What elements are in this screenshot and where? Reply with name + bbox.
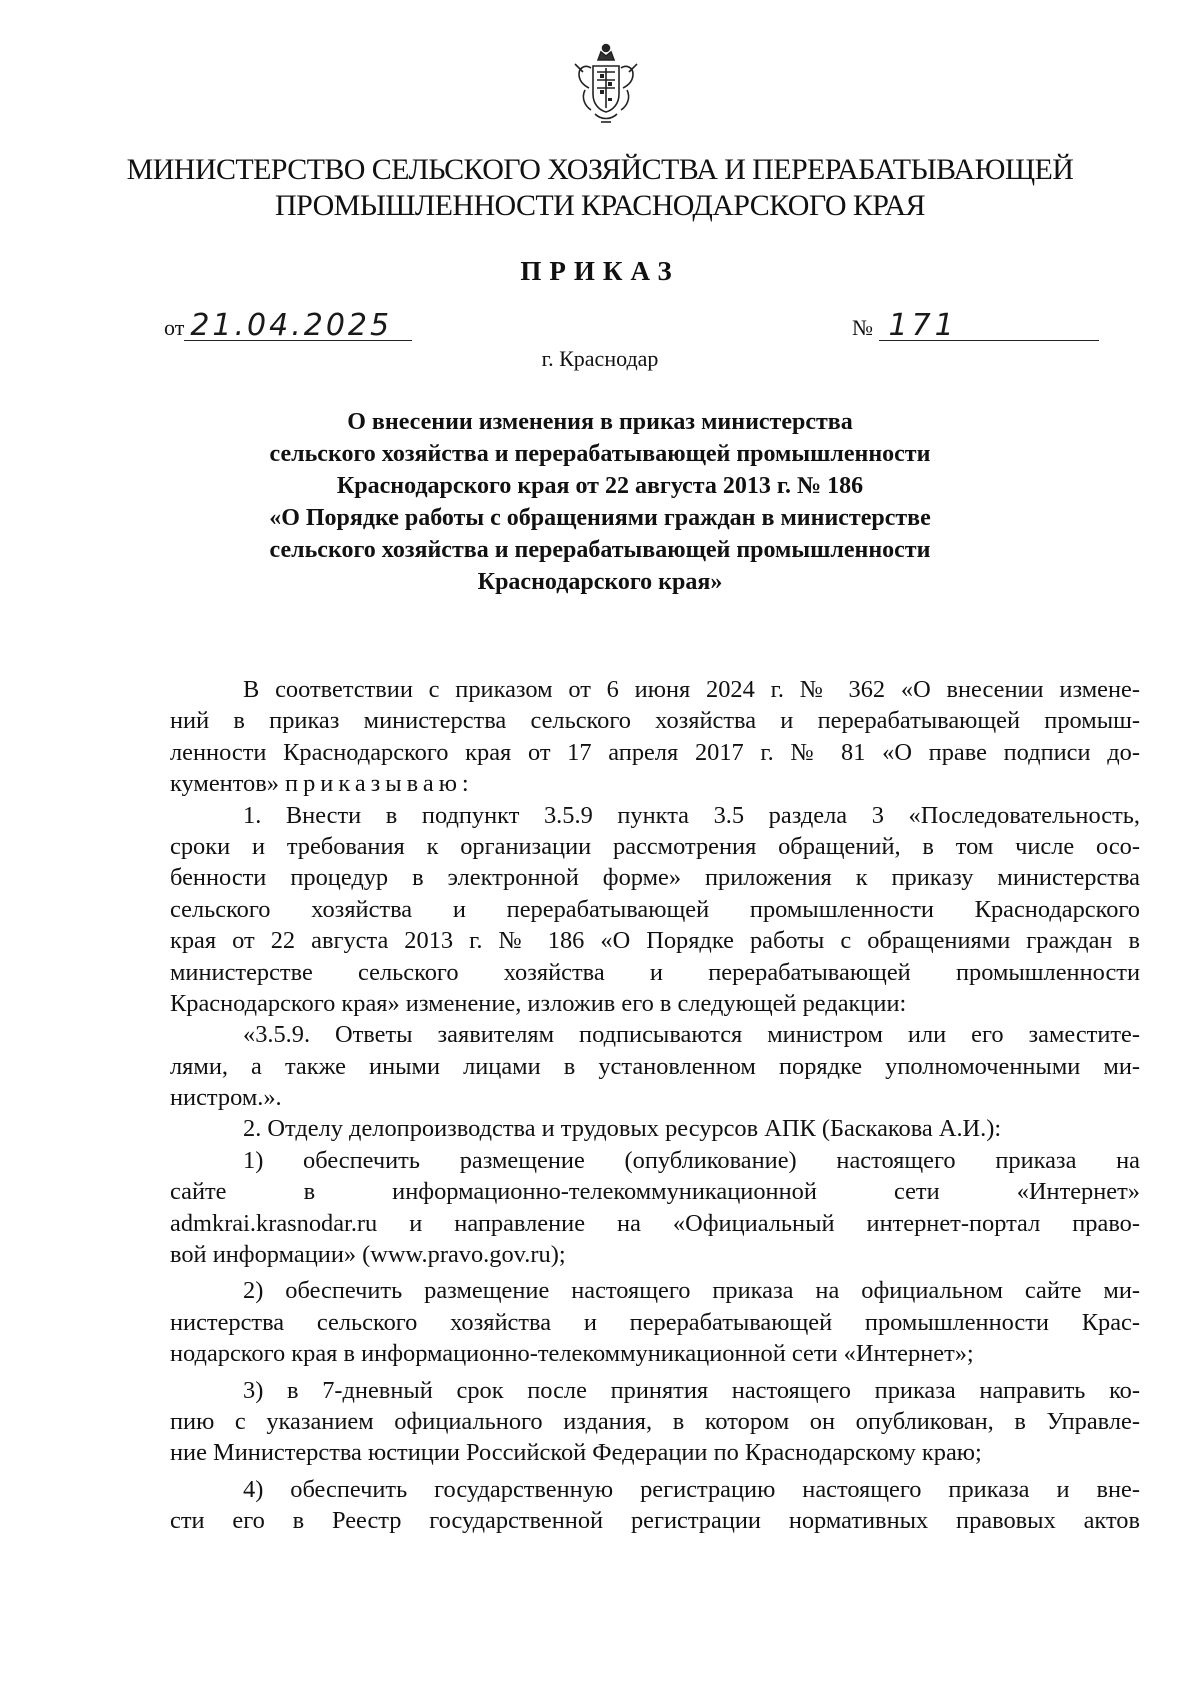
order-number <box>852 308 1099 343</box>
body-line: 4) обеспечить государственную регистрацию настоящего приказа и вне- <box>243 1475 1140 1503</box>
document-type-title: ПРИКАЗ <box>520 256 680 286</box>
body-line: пию с указанием официального издания, в котором он опубликован, в Управле- <box>170 1407 1140 1435</box>
body-line: сти его в Реестр государственной регистрации нормативных правовых актов <box>170 1507 1140 1535</box>
body-line <box>170 768 1140 799</box>
body-line: сайте в информационно-телекоммуникационной сети «Интернет» <box>170 1178 1140 1206</box>
number-prefix: № <box>852 315 873 340</box>
city-of-issue: г. Краснодар <box>541 346 659 371</box>
body-line: 2. Отделу делопроизводства и трудовых ресурсов АПК (Баскакова А.И.): <box>243 1115 1002 1143</box>
subject-line: Краснодарского края» <box>477 569 723 595</box>
date-prefix: от <box>164 315 185 340</box>
subject-line: О внесении изменения в приказ министерства <box>347 409 853 435</box>
order-body-text <box>170 674 1140 1537</box>
coat-of-arms-emblem <box>571 42 641 126</box>
body-line: нистерства сельского хозяйства и перерабатывающей промышленности Крас- <box>170 1308 1140 1336</box>
subject-line: Краснодарского края от 22 августа 2013 г. № 186 <box>336 473 864 499</box>
body-line: сельского хозяйства и перерабатывающей промышленности Краснодарского <box>170 895 1140 923</box>
body-line: ние Министерства юстиции Российской Федерации по Краснодарскому краю; <box>170 1439 982 1467</box>
decree-word: приказываю: <box>285 770 474 798</box>
body-line: admkrai.krasnodar.ru и направление на «Официальный интернет-портал право- <box>170 1209 1140 1237</box>
body-line: нистром.». <box>170 1084 282 1112</box>
body-line-text: кументов» <box>170 770 279 798</box>
subject-line: «О Порядке работы с обращениями граждан в министерстве <box>269 505 931 531</box>
body-line: 3) в 7-дневный срок после принятия настоящего приказа направить ко- <box>243 1376 1140 1404</box>
handwritten-date: 21.04.2025 <box>184 312 412 341</box>
body-line: 1. Внести в подпункт 3.5.9 пункта 3.5 раздела 3 «Последовательность, <box>243 801 1140 829</box>
body-line: Краснодарского края» изменение, изложив его в следующей редакции: <box>170 989 907 1017</box>
order-date <box>164 308 412 343</box>
body-line: В соответствии с приказом от 6 июня 2024 г. № 362 «О внесении измене- <box>243 676 1140 703</box>
ministry-name-line: МИНИСТЕРСТВО СЕЛЬСКОГО ХОЗЯЙСТВА И ПЕРЕРАБАТЫВАЮЩЕЙ <box>126 153 1074 186</box>
order-subject-heading <box>150 406 1050 598</box>
body-line: «3.5.9. Ответы заявителям подписываются министром или его заместите- <box>243 1021 1140 1049</box>
body-line: 1) обеспечить размещение (опубликование) настоящего приказа на <box>243 1146 1140 1174</box>
subject-line: сельского хозяйства и перерабатывающей промышленности <box>269 537 931 563</box>
body-line: края от 22 августа 2013 г. № 186 «О Порядке работы с обращениями граждан в <box>170 927 1140 955</box>
ministry-name-line: ПРОМЫШЛЕННОСТИ КРАСНОДАРСКОГО КРАЯ <box>275 189 925 222</box>
body-line: сроки и требования к организации рассмотрения обращений, в том числе осо- <box>170 832 1140 860</box>
handwritten-number: 171 <box>879 312 1099 341</box>
subject-line: сельского хозяйства и перерабатывающей промышленности <box>269 441 931 467</box>
body-line: министерстве сельского хозяйства и перерабатывающей промышленности <box>170 958 1140 986</box>
body-line: ленности Краснодарского края от 17 апреля 2017 г. № 81 «О праве подписи до- <box>170 738 1140 766</box>
body-line: вой информации» (www.pravo.gov.ru); <box>170 1241 566 1269</box>
body-line: бенности процедур в электронной форме» приложения к приказу министерства <box>170 864 1140 892</box>
body-line: 2) обеспечить размещение настоящего приказа на официальном сайте ми- <box>243 1277 1140 1305</box>
ministry-name <box>100 152 1100 224</box>
body-line: ний в приказ министерства сельского хозяйства и перерабатывающей промыш- <box>170 707 1140 735</box>
body-line: нодарского края в информационно-телекоммуникационной сети «Интернет»; <box>170 1340 974 1368</box>
body-line: лями, а также иными лицами в установленном порядке уполномоченными ми- <box>170 1052 1140 1080</box>
